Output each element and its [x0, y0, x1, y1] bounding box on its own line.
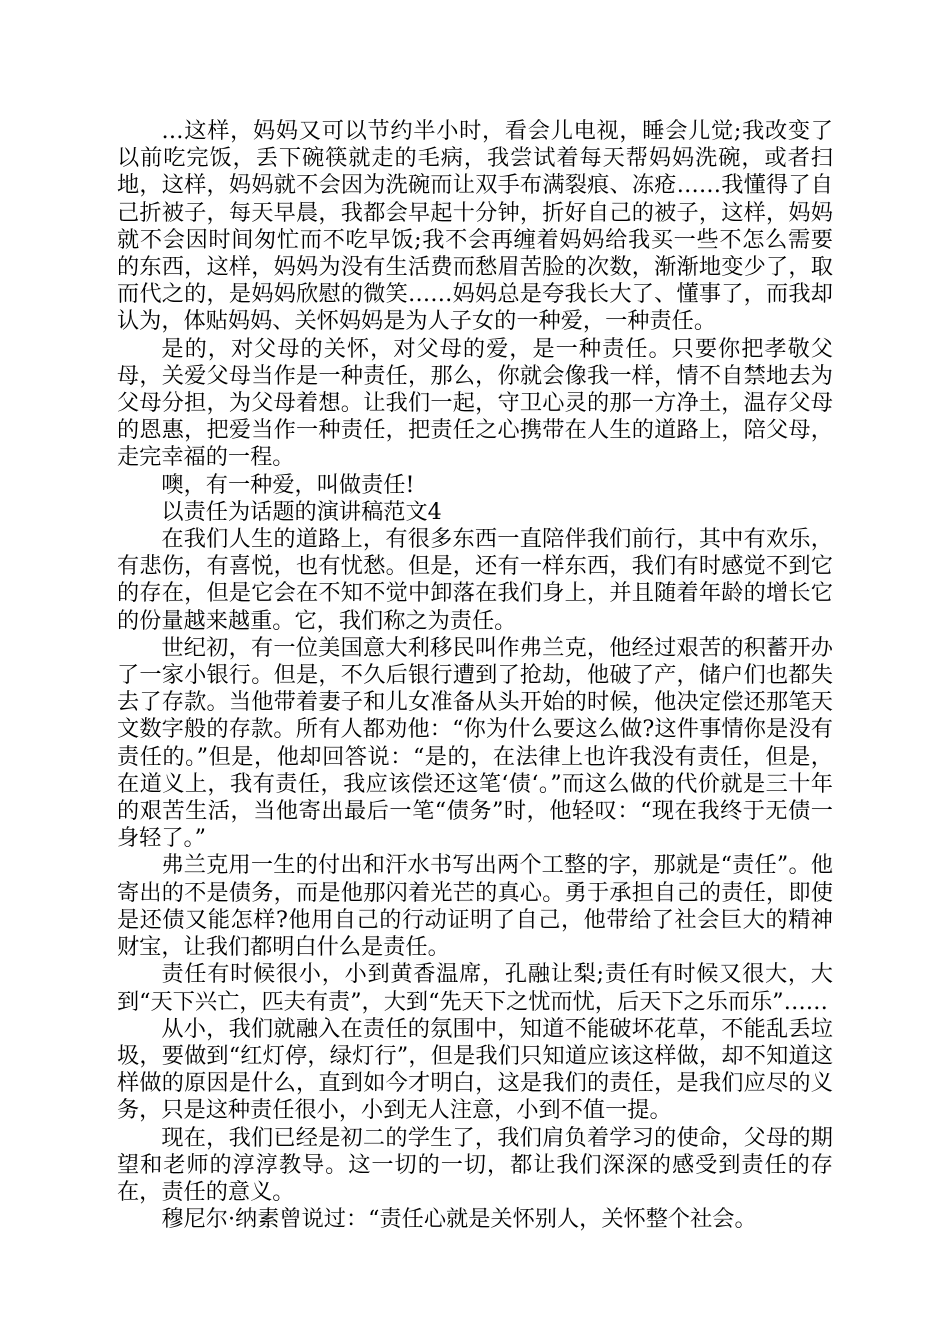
paragraph-6: 弗兰克用一生的付出和汗水书写出两个工整的字，那就是“责任”。他寄出的不是债务，而是他那闪着光芒的真心。勇于承担自己的责任，即使是还债又能怎样?他用自己的行动证明了自己，他带给了社会巨大的精神财宝，让我们都明白什么是责任。 [117, 852, 833, 961]
paragraph-3: 噢，有一种爱，叫做责任! [161, 471, 415, 498]
section-heading: 以责任为话题的演讲稿范文4 [161, 498, 442, 525]
paragraph-4: 在我们人生的道路上，有很多东西一直陪伴我们前行，其中有欢乐，有悲伤，有喜悦，也有忧愁。但是，还有一样东西，我们有时感觉不到它的存在，但是它会在不知不觉中卸落在我们身上，并且随着年龄的增长它的份量越来越重。它，我们称之为责任。 [117, 526, 833, 634]
paragraph-7: 责任有时候很小，小到黄香温席，孔融让梨;责任有时候又很大，大到“天下兴亡，匹夫有责”，大到“先天下之忧而忧，后天下之乐而乐”…… [117, 961, 833, 1015]
paragraph-5: 世纪初，有一位美国意大利移民叫作弗兰克，他经过艰苦的积蓄开办了一家小银行。但是，不久后银行遭到了抢劫，他破了产，储户们也都失去了存款。当他带着妻子和儿女准备从头开始的时候，他决定偿还那笔天文数字般的存款。所有人都劝他：“你为什么要这么做?这件事情你是没有责任的。”但是，他却回答说：“是的，在法律上也许我没有责任，但是，在道义上，我有责任，我应该偿还这笔‘债‘。”而这么做的代价就是三十年的艰苦生活，当他寄出最后一笔“债务”时，他轻叹：“现在我终于无债一身轻了。” [117, 634, 833, 852]
document-body [117, 118, 833, 1233]
paragraph-9: 现在，我们已经是初二的学生了，我们肩负着学习的使命，父母的期望和老师的淳淳教导。这一切的一切，都让我们深深的感受到责任的存在，责任的意义。 [117, 1124, 833, 1205]
paragraph-1: …这样，妈妈又可以节约半小时，看会儿电视，睡会儿觉;我改变了以前吃完饭，丢下碗筷就走的毛病，我尝试着每天帮妈妈洗碗，或者扫地，这样，妈妈就不会因为洗碗而让双手布满裂痕、冻疮……我懂得了自己折被子，每天早晨，我都会早起十分钟，折好自己的被子，这样，妈妈就不会因时间匆忙而不吃早饭;我不会再缠着妈妈给我买一些不怎么需要的东西，这样，妈妈为没有生活费而愁眉苦脸的次数，渐渐地变少了，取而代之的，是妈妈欣慰的微笑……妈妈总是夸我长大了、懂事了，而我却认为，体贴妈妈、关怀妈妈是为人子女的一种爱，一种责任。 [117, 118, 833, 335]
paragraph-8: 从小，我们就融入在责任的氛围中，知道不能破坏花草，不能乱丢垃圾，要做到“红灯停，绿灯行”，但是我们只知道应该这样做，却不知道这样做的原因是什么，直到如今才明白，这是我们的责任，是我们应尽的义务，只是这种责任很小，小到无人注意，小到不值一提。 [117, 1015, 833, 1124]
paragraph-2: 是的，对父母的关怀，对父母的爱，是一种责任。只要你把孝敬父母，关爱父母当作是一种责任，那么，你就会像我一样，情不自禁地去为父母分担，为父母着想。让我们一起，守卫心灵的那一方净土，温存父母的恩惠，把爱当作一种责任，把责任之心携带在人生的道路上，陪父母，走完幸福的一程。 [117, 335, 833, 471]
paragraph-10: 穆尼尔·纳素曾说过：“责任心就是关怀别人，关怀整个社会。 [161, 1206, 757, 1233]
